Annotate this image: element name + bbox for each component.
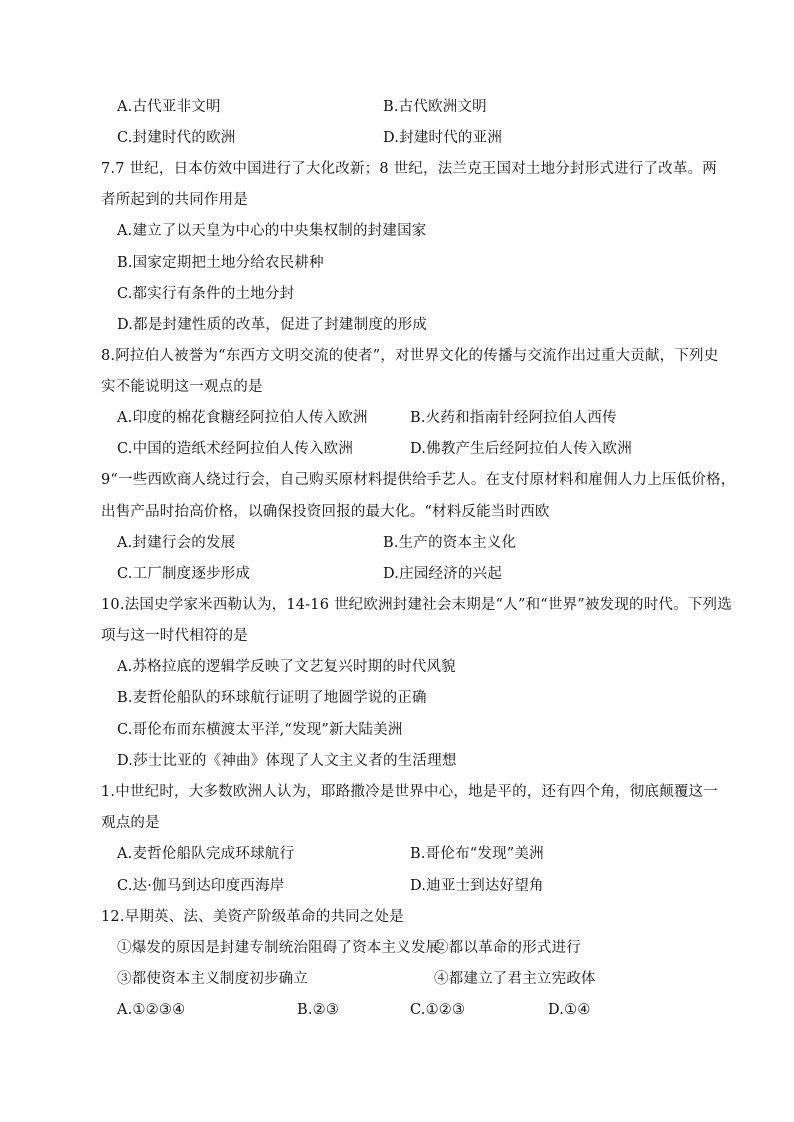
q10-option-b: B.麦哲伦船队的环球航行证明了地圆学说的正确 <box>117 690 427 706</box>
q12-option-c: C.①②③ <box>410 1002 466 1018</box>
q12-statement-3: ③都使资本主义制度初步确立 <box>117 971 309 987</box>
q8-stem-line2: 实不能说明这一观点的是 <box>101 379 263 395</box>
q9-option-c: C.工厂制度逐步形成 <box>117 566 251 582</box>
q7-stem-line2: 者所起到的共同作用是 <box>101 192 248 208</box>
q11-option-c: C.达·伽马到达印度西海岸 <box>117 878 285 894</box>
q7-stem-line1: 7.7 世纪，日本仿效中国进行了大化改新；8 世纪，法兰克王国对土地分封形式进行了改革。两 <box>101 161 717 177</box>
q9-stem-line2: 出售产品时抬高价格，以确保投资回报的最大化。“材料反能当时西欧 <box>101 504 550 520</box>
q11-stem-line2: 观点的是 <box>101 815 160 831</box>
q9-option-a: A.封建行会的发展 <box>117 535 236 551</box>
q12-option-a: A.①②③④ <box>117 1002 186 1018</box>
q11-stem-line1: 1.中世纪时，大多数欧洲人认为，耶路撒冷是世界中心，地是平的，还有四个角，彻底颠覆这一 <box>101 784 718 800</box>
q11-option-d: D.迪亚士到达好望角 <box>410 878 544 894</box>
q12-option-b: B.②③ <box>297 1002 340 1018</box>
q12-stem-line1: 12.早期英、法、美资产阶级革命的共同之处是 <box>101 909 404 925</box>
q7-option-b: B.国家定期把土地分给农民耕种 <box>117 255 324 271</box>
q6-option-c: C.封建时代的欧洲 <box>117 130 236 146</box>
q12-statement-4: ④都建立了君主立宪政体 <box>434 971 596 987</box>
q10-option-c: C.哥伦布而东横渡太平洋,“发现”新大陆美洲 <box>117 722 403 738</box>
q6-option-d: D.封建时代的亚洲 <box>383 130 503 146</box>
q10-option-a: A.苏格拉底的逻辑学反映了文艺复兴时期的时代风貌 <box>117 659 456 675</box>
q10-option-d: D.莎士比亚的《神曲》体现了人文主义者的生活理想 <box>117 753 457 769</box>
q12-option-d: D.①④ <box>548 1002 591 1018</box>
q9-stem-line1: 9“一些西欧商人绕过行会，自己购买原材料提供给手艺人。在支付原材料和雇佣人力上压低价格， <box>101 472 736 488</box>
q8-stem-line1: 8.阿拉伯人被誉为“东西方文明交流的使者”，对世界文化的传播与交流作出过重大贡献，下列史 <box>101 348 719 364</box>
q6-option-b: B.古代欧洲文明 <box>383 99 487 115</box>
q7-option-a: A.建立了以天皇为中心的中央集权制的封建国家 <box>117 223 427 239</box>
q10-stem-line2: 项与这一时代相符的是 <box>101 628 248 644</box>
q8-option-a: A.印度的棉花食糖经阿拉伯人传入欧洲 <box>117 410 368 426</box>
q9-option-b: B.生产的资本主义化 <box>383 535 517 551</box>
q6-option-a: A.古代亚非文明 <box>117 99 221 115</box>
q9-option-d: D.庄园经济的兴起 <box>383 566 503 582</box>
q8-option-b: B.火药和指南针经阿拉伯人西传 <box>410 410 617 426</box>
q11-option-b: B.哥伦布“发现”美洲 <box>410 846 544 862</box>
q8-option-d: D.佛教产生后经阿拉伯人传入欧洲 <box>410 441 632 457</box>
q7-option-d: D.都是封建性质的改革，促进了封建制度的形成 <box>117 317 428 333</box>
q12-statement-1: ①爆发的原因是封建专制统治阻碍了资本主义发展 <box>117 940 441 956</box>
q11-option-a: A.麦哲伦船队完成环球航行 <box>117 846 295 862</box>
q12-statement-2: ②都以革命的形式进行 <box>434 940 581 956</box>
q10-stem-line1: 10.法国史学家米西勒认为，14-16 世纪欧洲封建社会末期是“人”和“世界”被发现的时代。下列选 <box>101 597 732 613</box>
q8-option-c: C.中国的造纸术经阿拉伯人传入欧洲 <box>117 441 354 457</box>
q7-option-c: C.都实行有条件的土地分封 <box>117 286 295 302</box>
